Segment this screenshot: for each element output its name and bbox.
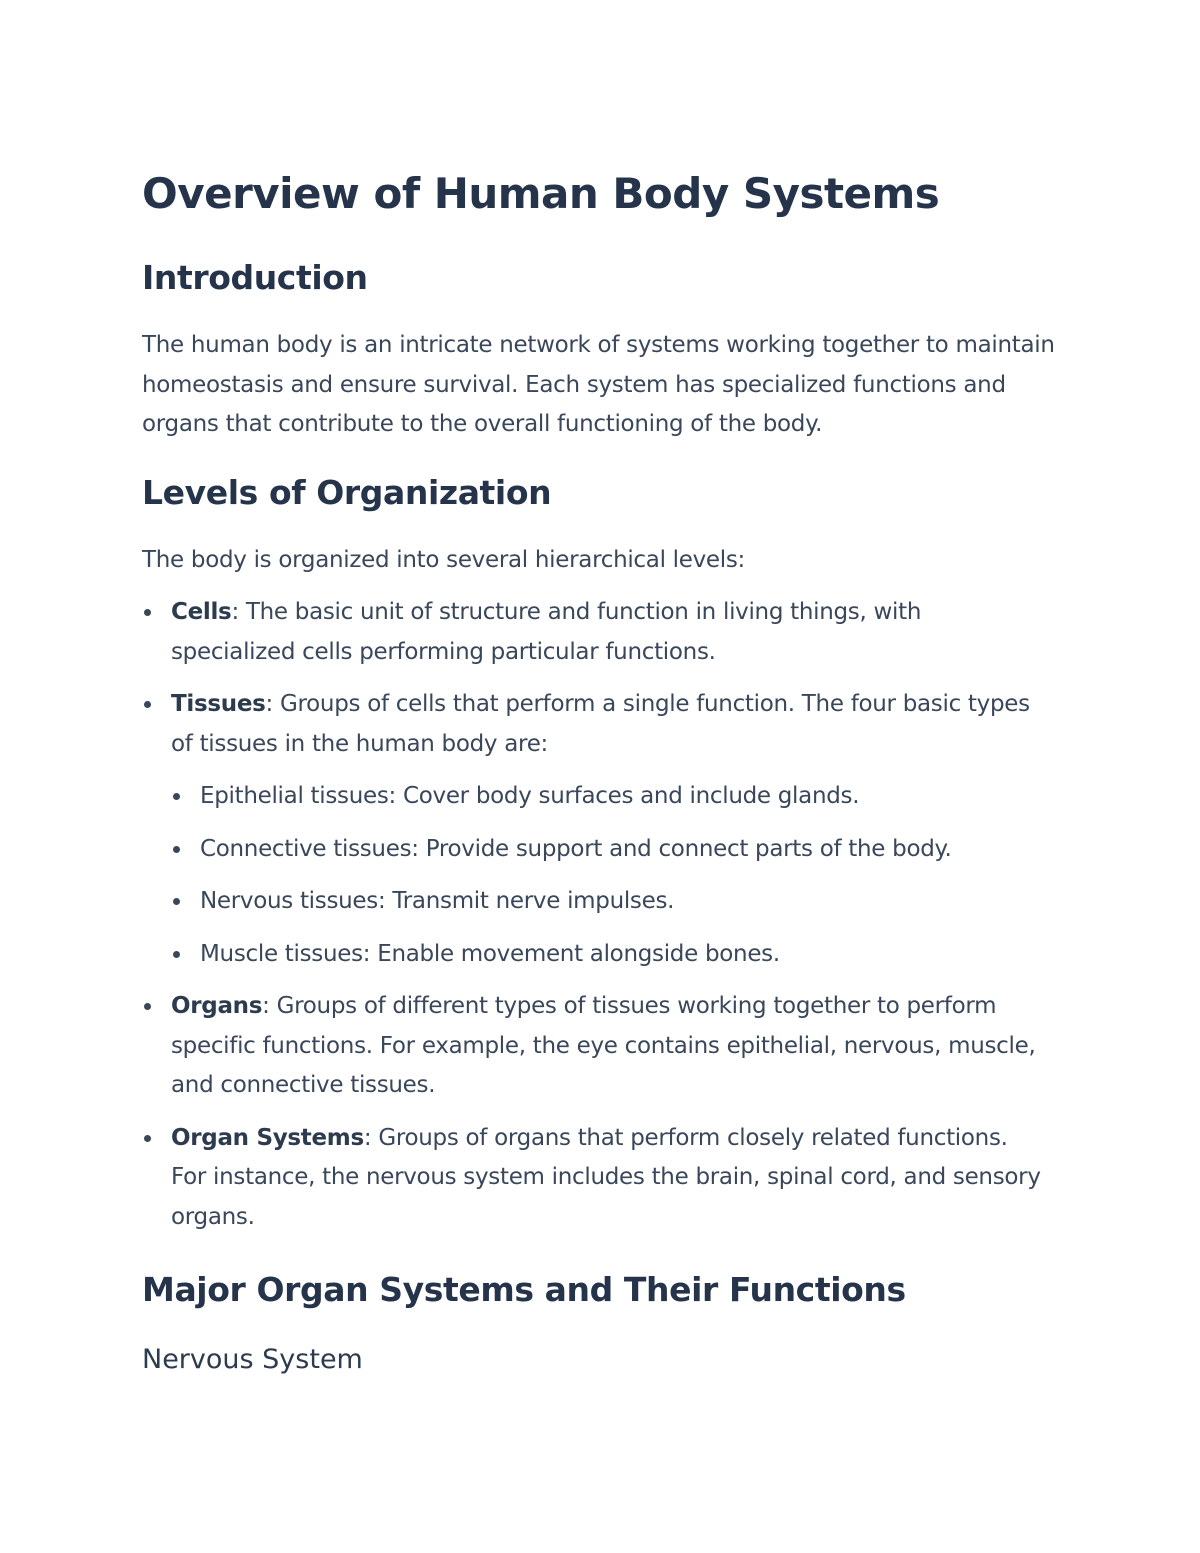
heading-introduction: Introduction: [142, 258, 368, 297]
sub-list-item-connective: Connective tissues: Provide support and connect parts of the body.: [171, 830, 1042, 870]
introduction-paragraph: The human body is an intricate network of systems working together to maintain homeostasis and ensure survival. Each system has specialized functions and organs that contribute to the overall functioning of the body.: [142, 332, 1055, 437]
list-item-term: Cells: [171, 599, 232, 625]
page-title: Overview of Human Body Systems: [142, 169, 940, 218]
sub-list-item-muscle: Muscle tissues: Enable movement alongside bones.: [171, 935, 1042, 975]
sub-list-item-epithelial: Epithelial tissues: Cover body surfaces and include glands.: [171, 777, 1042, 817]
list-item-term: Organ Systems: [171, 1124, 364, 1151]
list-item-text: : Groups of different types of tissues working together to perform specific functions. For example, the eye contains epithelial, nervous, muscle, and connective tissues.: [171, 993, 1036, 1098]
heading-major-organ-systems: Major Organ Systems and Their Functions: [142, 1270, 906, 1309]
list-item-organs: [142, 987, 1042, 1106]
tissue-types-list: [171, 777, 1042, 974]
levels-intro-paragraph: The body is organized into several hierarchical levels:: [142, 547, 745, 573]
subheading-nervous-system: Nervous System: [142, 1344, 363, 1375]
list-item-cells: [142, 593, 1042, 672]
sub-list-item-nervous: Nervous tissues: Transmit nerve impulses.: [171, 882, 1042, 922]
levels-list: [142, 593, 1042, 1250]
list-item-text: : Groups of cells that perform a single function. The four basic types of tissues in the human body are:: [171, 691, 1030, 757]
list-item-term: Organs: [171, 993, 263, 1019]
list-item-text: : Groups of organs that perform closely related functions. For instance, the nervous system includes the brain, spinal cord, and sensory organs.: [171, 1124, 1041, 1230]
list-item-term: Tissues: [171, 691, 266, 717]
list-item-text: : The basic unit of structure and function in living things, with specialized cells performing particular functions.: [171, 599, 922, 665]
list-item-tissues: [142, 685, 1042, 974]
heading-levels-of-organization: Levels of Organization: [142, 473, 552, 512]
list-item-organ-systems: [142, 1119, 1042, 1238]
